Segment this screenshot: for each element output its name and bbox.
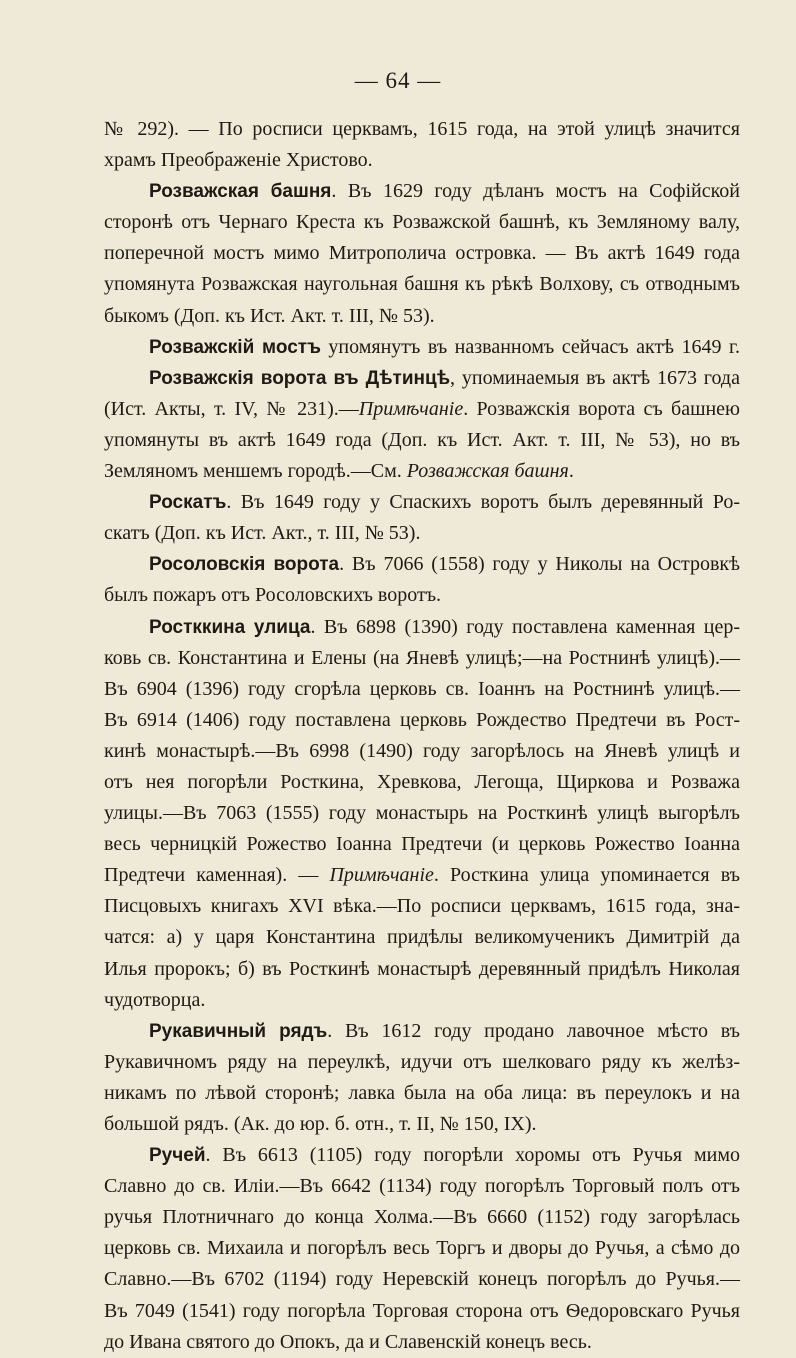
text-line [104,238,740,269]
text-line [104,798,740,829]
text-line [104,922,740,953]
text-line [104,829,740,860]
line-text: большой рядъ. (Ак. до юр. б. отн., т. II, № 150, IX). [104,1113,537,1135]
text-line [104,1327,740,1358]
entry-headword: Розважскій мостъ [149,336,321,358]
line-text: (Ист. Акты, т. IV, № 231).— [104,397,359,420]
text-line [104,612,740,643]
text-line [104,1016,740,1047]
line-text-tail: . [568,460,574,483]
line-text: . Въ 6898 (1390) году поставлена каменная цер- [310,615,740,638]
line-text-tail: . Розважскія ворота съ башнею [463,397,740,420]
line-text: Писцовыхъ книгахъ XVI вѣка.—По росписи церквамъ, 1615 года, зна- [104,895,740,918]
line-text: Въ 6904 (1396) году сгорѣла церковь св. Іоаннъ на Ростнинѣ улицѣ.— [104,677,740,700]
line-text: Славно.—Въ 6702 (1194) году Неревскій конецъ погорѣлъ до Ручья.— [104,1268,740,1291]
text-line [104,549,740,580]
text-line [104,1047,740,1078]
line-text: весь черницкій Рожество Іоанна Предтечи (и церковь Рожество Іоанна [104,833,740,856]
text-line [104,767,740,798]
line-text: отъ нея погорѣли Росткина, Хревкова, Легоща, Щиркова и Розважа [104,770,740,793]
italic-reference: Примѣчаніе [358,397,464,420]
text-line [104,518,740,549]
text-line [104,891,740,922]
entry-headword: Росоловскія ворота [149,554,340,576]
text-line [104,580,740,611]
line-text: Славно до св. Иліи.—Въ 6642 (1134) году погорѣлъ Торговый полъ отъ [104,1175,740,1198]
line-text: . Въ 6613 (1105) году погорѣли хоромы отъ Ручья мимо [205,1144,740,1167]
entry-headword: Рукавичный рядъ [149,1020,328,1042]
text-line [104,1233,740,1264]
line-text: чатся: а) у царя Константина придѣлы великомученикъ Димитрій да [104,926,740,949]
text-line [104,705,740,736]
text-line [104,1109,740,1140]
line-text: ручья Плотничнаго до конца Холма.—Въ 6660 (1152) году загорѣлась [104,1206,740,1229]
entry-headword: Роскатъ [149,492,227,514]
text-line [104,1171,740,1202]
line-text: упомянутъ въ названномъ сейчасъ актѣ 1649 г. [320,335,740,358]
text-line [104,954,740,985]
line-text: скатъ (Доп. къ Ист. Акт., т. III, № 53). [104,522,421,545]
text-line [104,1296,740,1327]
text-line [104,269,740,300]
entry-headword: Ростккина улица [149,616,311,638]
entry-headword: Розважская башня [149,181,332,203]
line-text: храмъ Преображеніе Христово. [104,149,373,172]
body-text [104,114,740,1358]
line-text: ковь св. Константина и Елены (на Яневѣ улицѣ;—на Ростнинѣ улицѣ).— [104,646,740,669]
text-line [104,114,740,145]
line-text: Въ 7049 (1541) году погорѣла Торговая сторона отъ Ѳедоровскаго Ручья [104,1299,740,1322]
line-text: упомянута Розважская наугольная башня къ рѣкѣ Волхову, съ отводнымъ [104,273,740,296]
line-text: Предтечи каменная). — [104,864,330,887]
text-line [104,985,740,1016]
line-text: Земляномъ меншемъ городѣ.—См. [104,460,407,483]
line-text: никамъ по лѣвой сторонѣ; лавка была на оба лица: въ переулокъ и на [104,1081,740,1104]
line-text: Илья пророкъ; б) въ Росткинѣ монастырѣ деревянный придѣлъ Николая [104,957,740,980]
line-text: . Въ 7066 (1558) году у Николы на Островкѣ [339,553,740,576]
text-line [104,176,740,207]
line-text: кинѣ монастырѣ.—Въ 6998 (1490) году загорѣлось на Яневѣ улицѣ и [104,739,740,762]
entry-headword: Ручей [149,1145,206,1167]
line-text: церковь св. Михаила и погорѣлъ весь Торгъ и дворы до Ручья, а сѣмо до [104,1237,740,1260]
line-text: , упоминаемыя въ актѣ 1673 года [450,366,740,389]
line-text: . Въ 1629 году дѣланъ мостъ на Софійской [331,180,740,203]
italic-reference: Розважская башня [406,460,569,483]
text-line [104,674,740,705]
text-line [104,1140,740,1171]
line-text: былъ пожаръ отъ Росоловскихъ воротъ. [104,584,442,607]
line-text: поперечной мостъ мимо Митрополича островка. — Въ актѣ 1649 года [104,242,740,265]
text-line [104,145,740,176]
entry-headword: Розважскія ворота въ Дѣтинцѣ [149,367,451,389]
line-text: № 292). — По росписи церквамъ, 1615 года, на этой улицѣ значится [104,118,740,140]
line-text: до Ивана святого до Опокъ, да и Славенскій конецъ весь. [104,1330,592,1353]
text-line [104,487,740,518]
text-line [104,860,740,891]
line-text: Рукавичномъ ряду на переулкѣ, идучи отъ шелковаго ряду къ желѣз- [104,1050,740,1073]
line-text: улицы.—Въ 7063 (1555) году монастырь на Росткинѣ улицѣ выгорѣлъ [104,802,740,825]
line-text: . Въ 1612 году продано лавочное мѣсто въ [327,1019,740,1042]
italic-reference: Примѣчаніе [329,864,434,887]
text-line [104,736,740,767]
text-line [104,301,740,332]
text-line [104,207,740,238]
line-text: быкомъ (Доп. къ Ист. Акт. т. III, № 53). [104,304,435,327]
line-text: чудотворца. [104,988,206,1011]
line-text: сторонѣ отъ Чернаго Креста къ Розважской башнѣ, къ Земляному валу, [104,211,740,234]
text-line [104,1264,740,1295]
text-line [104,363,740,394]
line-text: Въ 6914 (1406) году поставлена церковь Рождество Предтечи въ Рост- [104,708,740,731]
text-line [104,456,740,487]
line-text: упомянуты въ актѣ 1649 года (Доп. къ Ист. Акт. т. III, № 53), но въ [104,428,740,451]
line-text: . Въ 1649 году у Спаскихъ воротъ былъ деревянный Ро- [226,491,740,514]
page-number: — 64 — [354,68,442,93]
text-line [104,1078,740,1109]
text-line [104,643,740,674]
line-text-tail: . Росткина улица упоминается въ [433,864,740,887]
text-line [104,332,740,363]
text-line [104,394,740,425]
text-line [104,425,740,456]
